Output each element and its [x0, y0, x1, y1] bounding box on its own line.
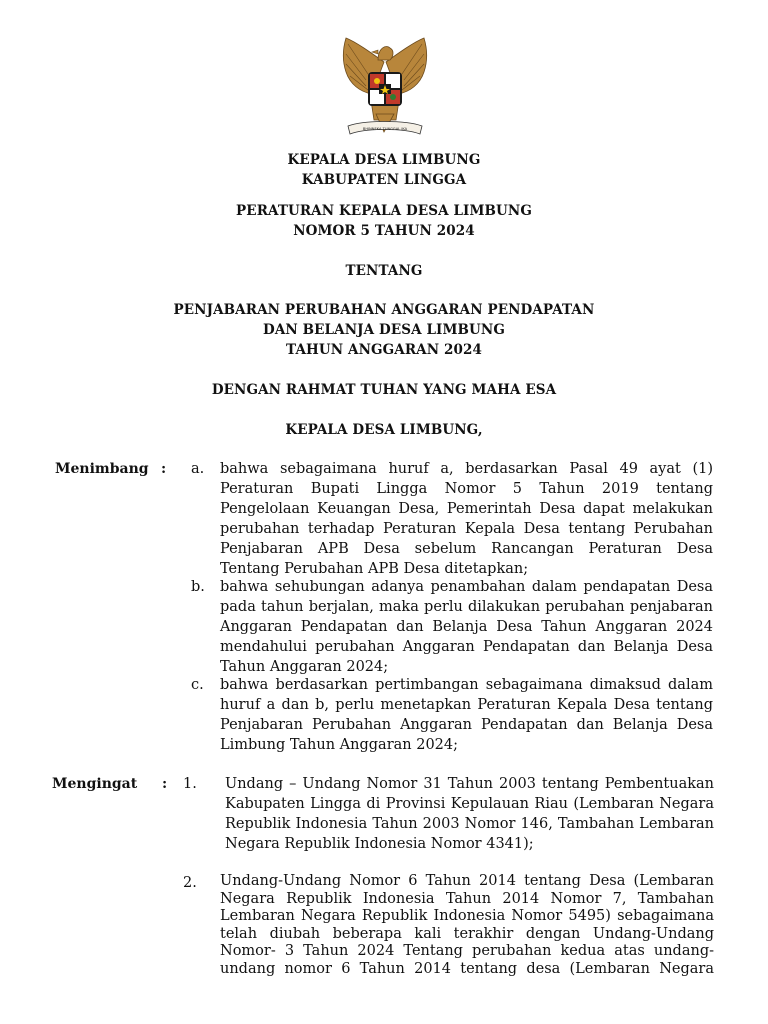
- mengingat-item-2-mark: 2.: [183, 875, 197, 891]
- mengingat-item-1-text: Undang – Undang Nomor 31 Tahun 2003 tentang Pembentuakan Kabupaten Lingga di Provinsi Kepulauan Riau (Lembaran Negara Republik Indonesia Tahun 2003 Nomor 146, Tambahan Lembaran Negara Republik Indonesia Nomor 4341);: [225, 776, 714, 852]
- issuer-title: KEPALA DESA LIMBUNG: [287, 152, 481, 168]
- mengingat-item-2-text: Undang-Undang Nomor 6 Tahun 2014 tentang Desa (Lembaran Negara Republik Indonesia Tahun 2014 Nomor 7, Tambahan Lembaran Negara Republik Indonesia Nomor 5495) sebagaimana telah diubah beberapa kali terakhir dengan Undang-Undang Nomor- 3 Tahun 2024 Tentang perubahan kedua atas undang-undang nomor 6 Tahun 2014 tentang desa (Lembaran Negara: [220, 873, 714, 977]
- subject-line-2: DAN BELANJA DESA LIMBUNG: [263, 322, 505, 338]
- regulation-number: NOMOR 5 TAHUN 2024: [293, 223, 475, 239]
- emblem-motto: BHINNEKA TUNGGAL IKA: [362, 127, 408, 131]
- menimbang-item-a-mark: a.: [191, 461, 205, 477]
- subject-line-1: PENJABARAN PERUBAHAN ANGGARAN PENDAPATAN: [173, 302, 595, 318]
- mengingat-label: Mengingat: [52, 776, 138, 792]
- invocation: DENGAN RAHMAT TUHAN YANG MAHA ESA: [211, 382, 557, 398]
- mengingat-item-1-mark: 1.: [183, 776, 197, 792]
- subject-line-3: TAHUN ANGGARAN 2024: [286, 342, 482, 358]
- menimbang-label: Menimbang: [55, 461, 149, 477]
- mengingat-colon: :: [162, 776, 168, 792]
- enacting-authority: KEPALA DESA LIMBUNG,: [285, 422, 483, 438]
- regulation-title: PERATURAN KEPALA DESA LIMBUNG: [236, 203, 532, 219]
- menimbang-item-b-text: bahwa sehubungan adanya penambahan dalam pendapatan Desa pada tahun berjalan, maka perlu dilakukan perubahan penjabaran Anggaran Pendapatan dan Belanja Desa Tahun Anggaran 2024 mendahului perubahan Anggaran Pendapatan dan Belanja Desa Tahun Anggaran 2024;: [220, 579, 713, 675]
- tentang-heading: TENTANG: [345, 263, 423, 279]
- menimbang-item-c-text: bahwa berdasarkan pertimbangan sebagaimana dimaksud dalam huruf a dan b, perlu menetapkan Peraturan Kepala Desa tentang Penjabaran Perubahan Anggaran Pendapatan dan Belanja Desa Limbung Tahun Anggaran 2024;: [220, 677, 713, 753]
- menimbang-item-b-mark: b.: [191, 579, 205, 595]
- menimbang-item-c-mark: c.: [191, 677, 204, 693]
- issuer-regency: KABUPATEN LINGGA: [301, 172, 467, 188]
- menimbang-item-a-text: bahwa sebagaimana huruf a, berdasarkan Pasal 49 ayat (1) Peraturan Bupati Lingga Nomor 5 Tahun 2019 tentang Pengelolaan Keuangan Desa, Pemerintah Desa dapat melakukan perubahan terhadap Peraturan Kepala Desa tentang Perubahan Penjabaran APB Desa sebelum Rancangan Peraturan Desa Tentang Perubahan APB Desa ditetapkan;: [220, 461, 713, 577]
- garuda-pancasila-emblem: [334, 34, 436, 138]
- menimbang-colon: :: [161, 461, 167, 477]
